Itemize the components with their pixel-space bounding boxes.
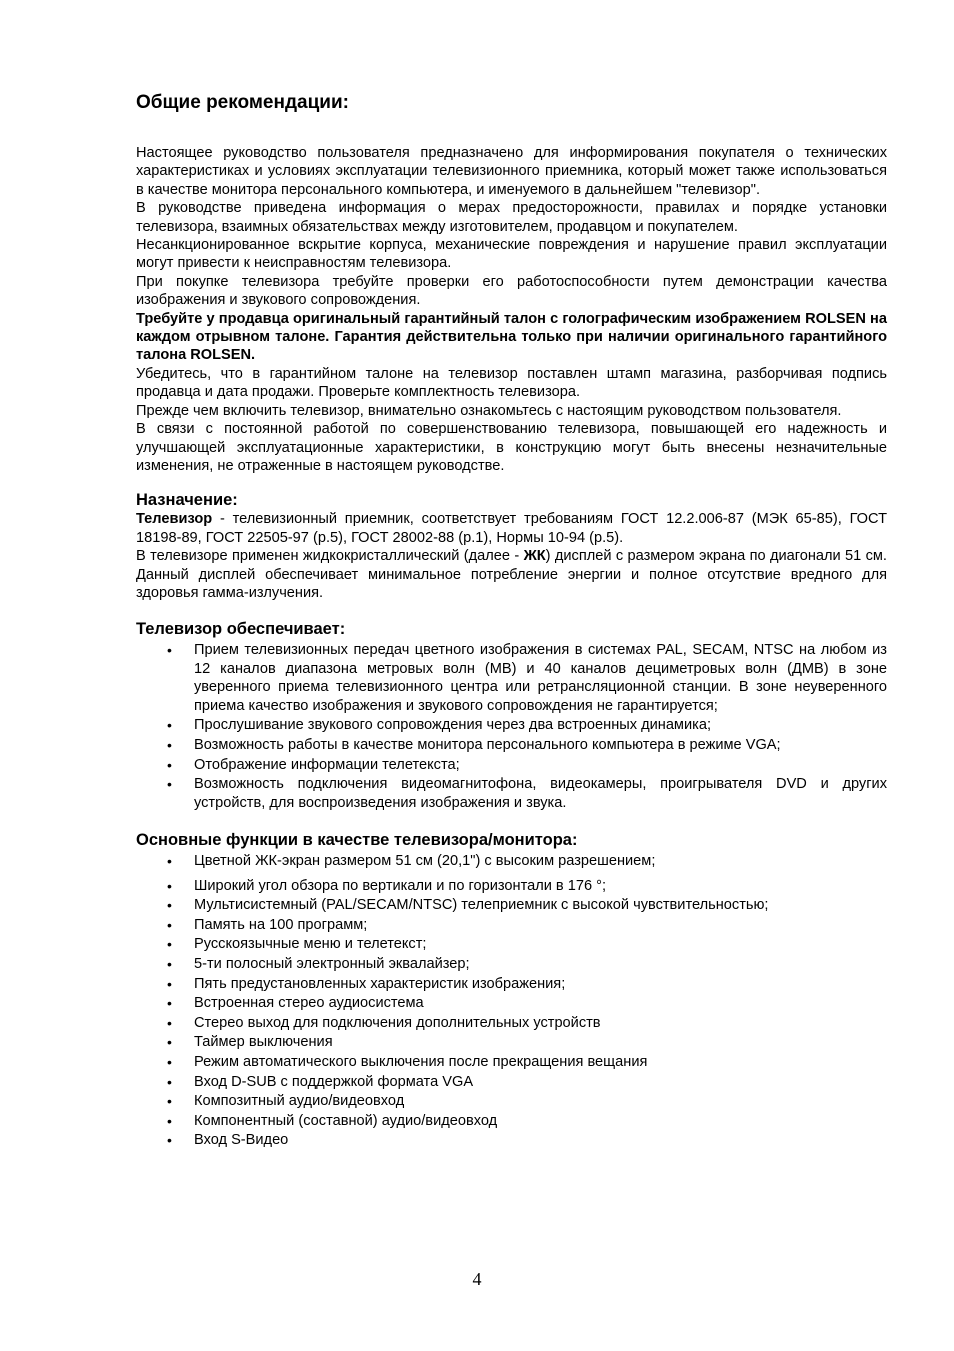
list-item: [136, 1014, 887, 1032]
page-number: 4: [472, 1269, 482, 1289]
list-item-text: Встроенная стерео аудиосистема: [194, 995, 424, 1012]
intro-paragraph: В руководстве приведена информация о мерах предосторожности, правилах и порядке установки телевизора, взаимных обязательствах между изготовителем, продавцом и покупателем.: [136, 200, 887, 235]
bullet-icon: •: [167, 877, 172, 894]
purpose-heading: Назначение:: [136, 491, 238, 510]
list-item-text: Пять предустановленных характеристик изображения;: [194, 975, 566, 992]
bullet-icon: •: [167, 853, 172, 870]
list-item: [136, 975, 887, 993]
intro-paragraph: Прежде чем включить телевизор, внимательно ознакомьтесь с настоящим руководством пользователя.: [136, 402, 842, 419]
purpose-term: Телевизор: [136, 511, 213, 528]
list-item: [136, 736, 887, 754]
bullet-icon: •: [167, 642, 172, 659]
bullet-icon: •: [167, 756, 172, 773]
list-item: [136, 1112, 887, 1130]
list-item-text: Вход S-Видео: [194, 1132, 289, 1149]
intro-paragraph: Настоящее руководство пользователя предназначено для информирования покупателя о технических характеристиках и условиях эксплуатации телевизионного приемника, который может также использоваться в качестве монитора персонального компьютера, и именуемого в дальнейшем "телевизор".: [136, 145, 887, 198]
purpose-section: [136, 490, 887, 602]
intro-section: [136, 144, 887, 475]
warranty-notice: Требуйте у продавца оригинальный гарантийный талон с голографическим изображением ROLSEN на каждом отрывном талоне. Гарантия действительна только при наличии оригинального гарантийного талона ROLSEN.: [136, 310, 887, 364]
list-item: [136, 1131, 887, 1149]
bullet-icon: •: [167, 1112, 172, 1129]
functions-heading: Основные функции в качестве телевизора/монитора:: [136, 831, 578, 850]
list-item-text: 5-ти полосный электронный эквалайзер;: [194, 955, 470, 972]
bullet-icon: •: [167, 1053, 172, 1070]
bullet-icon: •: [167, 995, 172, 1012]
list-item-text: Композитный аудио/видеовход: [194, 1093, 405, 1110]
bullet-icon: •: [167, 916, 172, 933]
bullet-icon: •: [167, 736, 172, 753]
list-item: [136, 1073, 887, 1091]
list-item: [136, 756, 887, 774]
display-lcd-term: ЖК: [523, 548, 546, 565]
list-item-text: Прием телевизионных передач цветного изображения в системах PAL, SECAM, NTSC на любом из 12 каналов диапазона метровых волн (МВ) и 40 каналов дециметровых волн (ДМВ) в зоне уверенного приема телевизионного центра или ретрансляционной станции. В зоне неуверенного приема качество изображения и звукового сопровождения не гарантируется;: [194, 642, 887, 714]
bullet-icon: •: [167, 975, 172, 992]
bullet-icon: •: [167, 1132, 172, 1149]
list-item-text: Память на 100 программ;: [194, 916, 368, 933]
display-paragraph: [136, 547, 887, 602]
provides-heading: Телевизор обеспечивает:: [136, 620, 346, 639]
bullet-icon: •: [167, 776, 172, 793]
functions-list: [136, 852, 887, 1150]
list-item: [136, 955, 887, 973]
list-item: [136, 935, 887, 953]
list-item: [136, 994, 887, 1012]
intro-paragraph: Убедитесь, что в гарантийном талоне на телевизор поставлен штамп магазина, разборчивая подпись продавца и дата продажи. Проверьте комплектность телевизора.: [136, 365, 887, 401]
list-item-text: Вход D-SUB с поддержкой формата VGA: [194, 1073, 474, 1090]
bullet-icon: •: [167, 955, 172, 972]
display-text-pre: В телевизоре применен жидкокристаллический (далее -: [136, 548, 524, 565]
bullet-icon: •: [167, 1034, 172, 1051]
list-item: [136, 775, 887, 812]
list-item: [136, 877, 887, 895]
list-item: [136, 716, 887, 734]
list-item-text: Отображение информации телетекста;: [194, 756, 460, 773]
intro-paragraph: При покупке телевизора требуйте проверки его работоспособности путем демонстрации качества изображения и звукового сопровождения.: [136, 273, 887, 309]
intro-paragraph: Несанкционированное вскрытие корпуса, механические повреждения и нарушение правил эксплуатации могут привести к неисправностям телевизора.: [136, 237, 887, 272]
list-item-text: Прослушивание звукового сопровождения через два встроенных динамика;: [194, 717, 711, 734]
bullet-icon: •: [167, 1093, 172, 1110]
functions-section: [136, 830, 887, 1150]
list-item: [136, 1053, 887, 1071]
list-item: [136, 852, 887, 870]
list-item: [136, 896, 887, 914]
purpose-paragraph: [136, 510, 887, 547]
page-content: [136, 90, 887, 1151]
list-item-text: Цветной ЖК-экран размером 51 см (20,1") с высоким разрешением;: [194, 853, 656, 870]
bullet-icon: •: [167, 1014, 172, 1031]
purpose-text: - телевизионный приемник, соответствует требованиям ГОСТ 12.2.006-87 (МЭК 65-85), ГОСТ 18198-89, ГОСТ 22505-97 (р.5), ГОСТ 28002-88 (р.1), Нормы 10-94 (р.5).: [136, 511, 887, 546]
page-title: Общие рекомендации:: [136, 92, 349, 113]
list-item: [136, 1033, 887, 1051]
list-item-text: Таймер выключения: [194, 1034, 333, 1051]
list-item: [136, 641, 887, 715]
list-item: [136, 1092, 887, 1110]
list-item-text: Компонентный (составной) аудио/видеовход: [194, 1112, 498, 1129]
list-item-text: Режим автоматического выключения после прекращения вещания: [194, 1053, 648, 1070]
intro-paragraph: В связи с постоянной работой по совершенствованию телевизора, повышающей его надежность и улучшающей эксплуатационные характеристики, в конструкцию могут быть внесены незначительные изменения, не отраженные в настоящем руководстве.: [136, 421, 887, 474]
provides-list: [136, 641, 887, 812]
provides-section: [136, 619, 887, 812]
list-item-text: Возможность подключения видеомагнитофона, видеокамеры, проигрывателя DVD и других устройств, для воспроизведения изображения и звука.: [194, 776, 887, 811]
bullet-icon: •: [167, 897, 172, 914]
bullet-icon: •: [167, 936, 172, 953]
bullet-icon: •: [167, 1073, 172, 1090]
list-item-text: Возможность работы в качестве монитора персонального компьютера в режиме VGA;: [194, 736, 781, 753]
list-item-text: Мультисистемный (PAL/SECAM/NTSC) телеприемник с высокой чувствительностью;: [194, 897, 769, 914]
list-item-text: Стерео выход для подключения дополнительных устройств: [194, 1014, 601, 1031]
display-text-post: ) дисплей с размером экрана по диагонали 51 см. Данный дисплей обеспечивает минимальное потребление энергии и полное отсутствие вредного для здоровья гамма-излучения.: [136, 548, 887, 601]
bullet-icon: •: [167, 717, 172, 734]
list-item-text: Русскоязычные меню и телетекст;: [194, 936, 427, 953]
list-item: [136, 916, 887, 934]
list-item-text: Широкий угол обзора по вертикали и по горизонтали в 176 °;: [194, 877, 607, 894]
